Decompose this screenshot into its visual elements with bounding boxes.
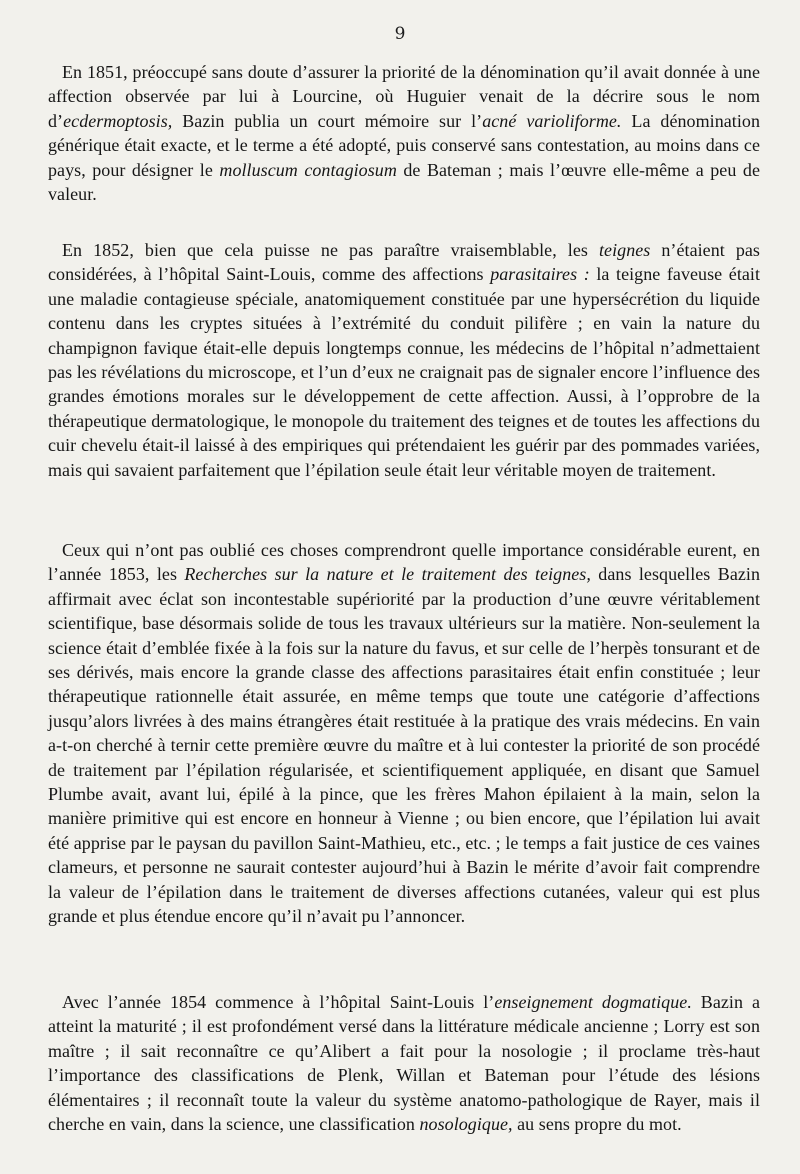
paragraph-1851 [48, 60, 760, 206]
paragraph-1854 [48, 990, 760, 1136]
text-segment: Avec l’année 1854 commence à l’hôpital Saint-Louis l’ [62, 992, 495, 1012]
text-segment: Ceux qui n’ont pas oublié ces choses comprendront quelle importance considérable eurent, en l’année 1853, les [48, 540, 760, 585]
italic-text: acné varioliforme. [482, 110, 622, 131]
text-segment: Bazin publia un court mémoire sur l’ [172, 110, 483, 131]
italic-text: ecdermoptosis, [63, 110, 173, 131]
italic-text: enseignement dogmatique. [494, 992, 692, 1012]
text-segment: n’étaient pas considérées, à l’hôpital Saint-Louis, comme des affections [48, 240, 760, 285]
italic-text: teignes [599, 240, 651, 260]
italic-text: Recherches sur la nature et le traitement des teignes, [184, 564, 591, 585]
paragraph-1852 [48, 238, 760, 482]
text-segment: Bazin a atteint la maturité ; il est profondément versé dans la littérature médicale ancienne ; Lorry est son maître ; il sait reconnaître ce qu’Alibert a fait pour la nosologie ; il proclame très-haut l’importance des classifications de Plenk, Willan et Bateman pour l’étude des lésions élémentaires ; il reconnaît toute la valeur du système anatomo-pathologique de Rayer, mais il cherche en vain, dans la science, une classification [48, 992, 761, 1135]
paragraph-1853 [48, 538, 760, 929]
italic-text: parasitaires : [490, 264, 590, 285]
italic-text: molluscum contagiosum [219, 159, 397, 180]
text-segment: au sens propre du mot. [512, 1114, 682, 1135]
text-segment: dans lesquelles Bazin affirmait avec éclat son incontestable supériorité par la production d’une œuvre véritablement scientifique, base désormais solide de tous les travaux ultérieurs sur la matière. Non-seulement la science était d’emblée fixée à la fois sur la nature du favus, et sur celle de l’herpès tonsurant et de ses dérivés, mais encore la grande classe des affections parasitaires était enfin constituée ; leur thérapeutique rationnelle était assurée, en même temps que toute une catégorie d’affections jusqu’alors livrées à des mains étrangères était restituée à la pratique des vrais médecins. En vain a-t-on cherché à ternir cette première œuvre du maître et à lui contester la priorité de son procédé de traitement par l’épilation régularisée, et scientifiquement appliquée, en disant que Samuel Plumbe avait, avant lui, épilé à la pince, que les frères Mahon épilaient à la main, selon la manière primitive qui est encore en honneur à Vienne ; ou bien encore, que l’épilation lui avait été apprise par le paysan du pavillon Saint-Mathieu, etc., etc. ; le temps a fait justice de ces vaines clameurs, et personne ne saurait contester aujourd’hui à Bazin le mérite d’avoir fait comprendre la valeur de l’épilation dans le traitement de diverses affections cutanées, valeur qui est plus grande et plus étendue encore qu’il n’avait pu l’annoncer. [48, 564, 760, 927]
page-number: 9 [394, 24, 406, 44]
text-segment: de Bateman ; mais l’œuvre elle-même a peu de valeur. [48, 159, 760, 205]
text-segment: la teigne faveuse était une maladie contagieuse spéciale, anatomiquement constituée par une hypersécrétion du liquide contenu dans les cryptes situées à l’extrémité du conduit pilifère ; en vain la nature du champignon favique était-elle depuis longtemps connue, les médecins de l’hôpital n’admettaient pas les révélations du microscope, et l’un d’eux ne craignait pas de signaler encore l’influence des grandes émotions morales sur le développement de cette affection. Aussi, à l’opprobre de la thérapeutique dermatologique, le monopole du traitement des teignes et de toutes les affections du cuir chevelu était-il laissé à des empiriques qui prétendaient les guérir par des pommades variées, mais qui savaient parfaitement que l’épilation seule était leur véritable moyen de traitement. [48, 264, 761, 480]
text-segment: En 1852, bien que cela puisse ne pas paraître vraisemblable, les [62, 240, 599, 260]
text-segment: En 1851, préoccupé sans doute d’assurer la priorité de la dénomination qu’il avait donnée à une affection observée par lui à Lourcine, où Huguier venait de la décrire sous le nom d’ [48, 62, 760, 131]
text-segment: La dénomination générique était exacte, et le terme a été adopté, puis conservé sans contestation, au moins dans ce pays, pour désigner le [48, 110, 760, 180]
italic-text: nosologique, [419, 1114, 513, 1135]
